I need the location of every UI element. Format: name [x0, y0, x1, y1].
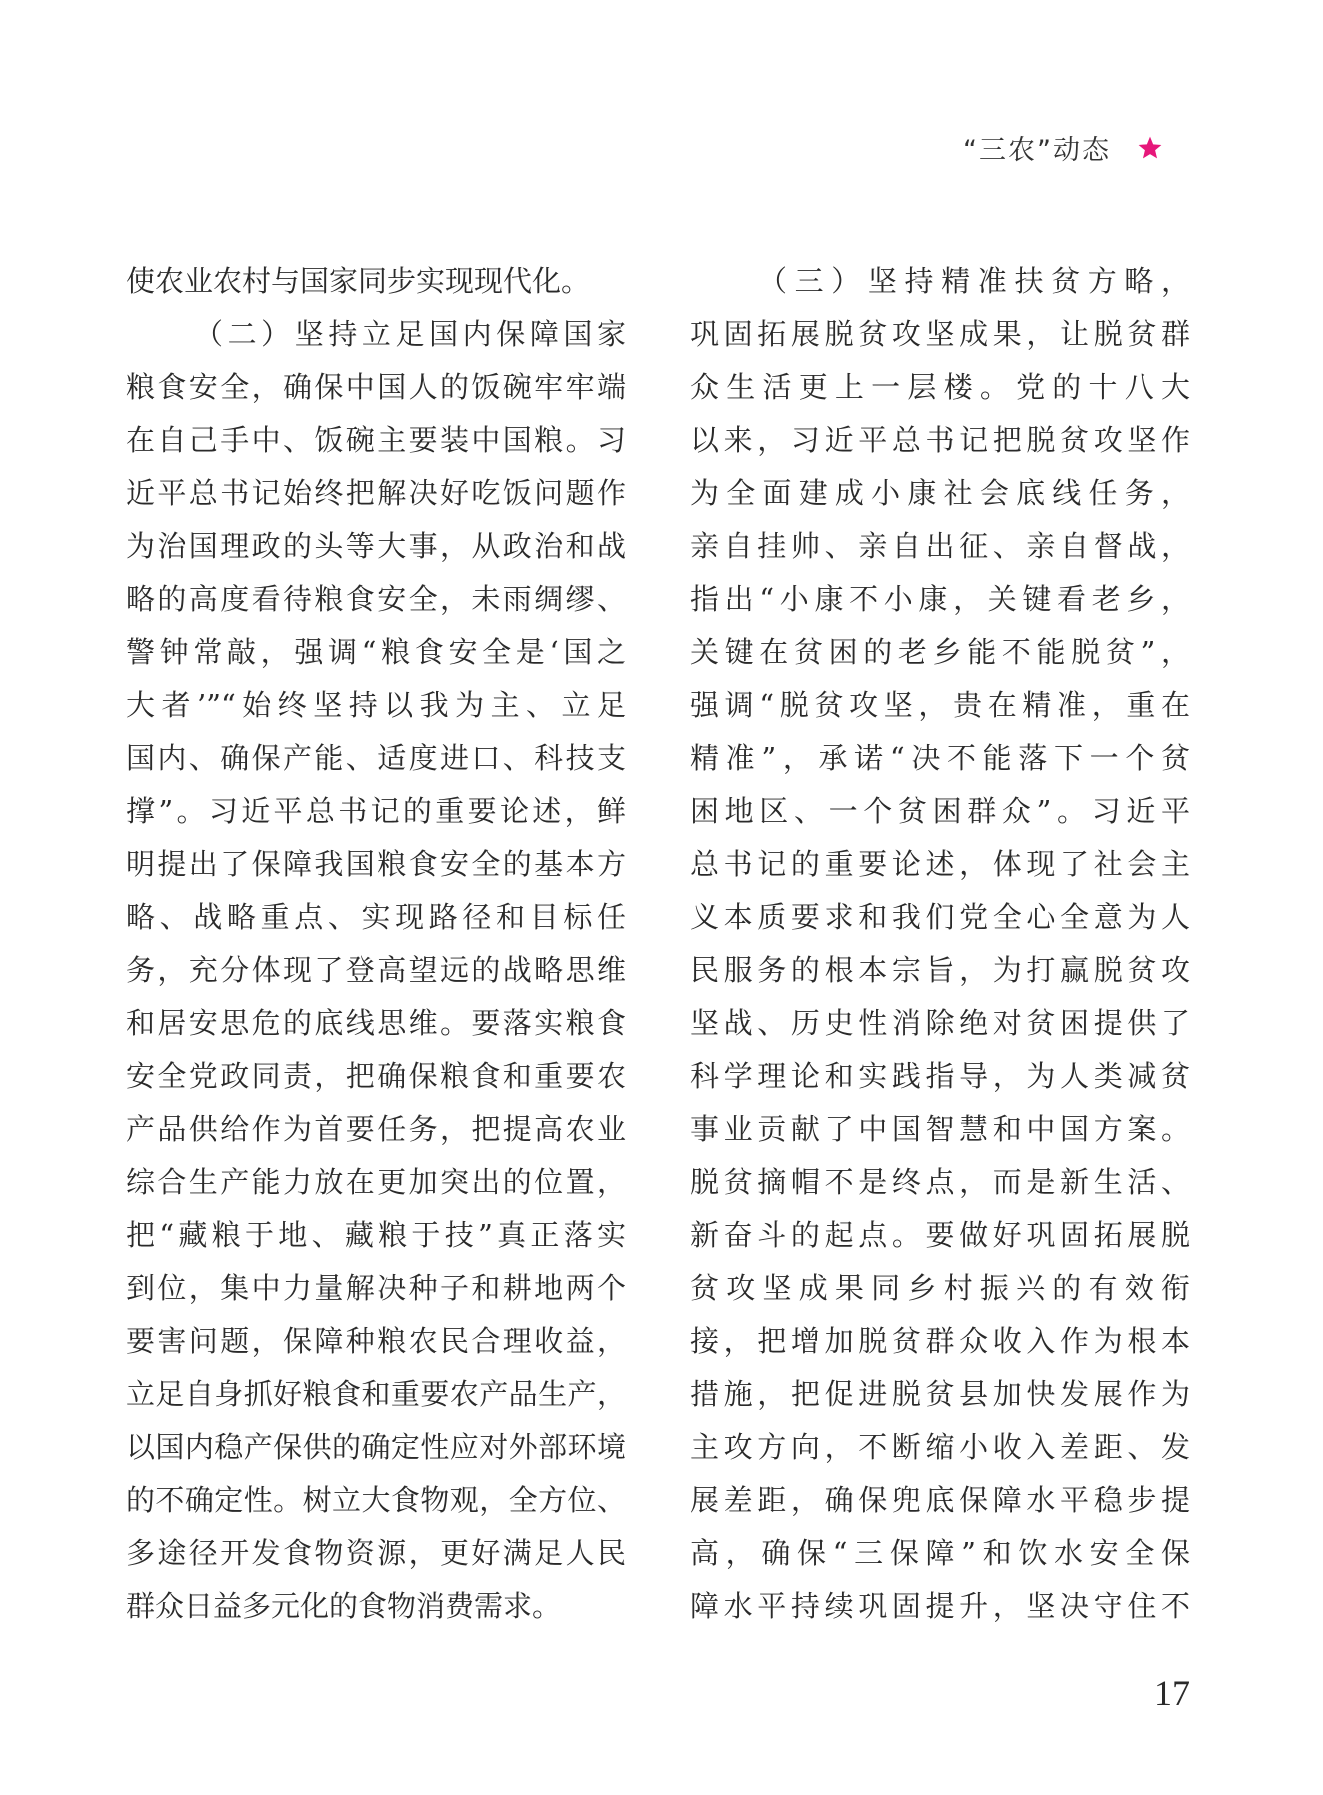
- section-heading-line: （三）坚持精准扶贫方略，: [758, 264, 1190, 298]
- body-text-line: 的不确定性。树立大食物观，全方位、: [126, 1483, 626, 1517]
- body-text-line: 措施，把促进脱贫县加快发展作为: [690, 1377, 1190, 1411]
- right-column: [690, 255, 1190, 1633]
- left-column: [126, 255, 626, 1633]
- body-text-line: 和居安思危的底线思维。要落实粮食: [126, 1006, 626, 1040]
- body-text-line: 亲自挂帅、亲自出征、亲自督战，: [690, 529, 1190, 563]
- body-text-line: 接，把增加脱贫群众收入作为根本: [690, 1324, 1190, 1358]
- body-text-line: 明提出了保障我国粮食安全的基本方: [126, 847, 626, 881]
- body-text-line: 指出“小康不小康，关键看老乡，: [690, 582, 1190, 616]
- body-text-line: 以国内稳产保供的确定性应对外部环境: [126, 1430, 626, 1464]
- body-text-line: 义本质要求和我们党全心全意为人: [690, 900, 1190, 934]
- body-text-line: 为治国理政的头等大事，从政治和战: [126, 529, 626, 563]
- body-text-line: 困地区、一个贫困群众”。习近平: [690, 794, 1190, 828]
- body-text-line: 到位，集中力量解决种子和耕地两个: [126, 1271, 626, 1305]
- body-text-line: 关键在贫困的老乡能不能脱贫”，: [690, 635, 1190, 669]
- body-text-line: 总书记的重要论述，体现了社会主: [690, 847, 1190, 881]
- body-text-line: 众生活更上一层楼。党的十八大: [690, 370, 1190, 404]
- body-text-line: 务，充分体现了登高望远的战略思维: [126, 953, 626, 987]
- star-icon: [1137, 135, 1163, 161]
- body-text-line: 群众日益多元化的食物消费需求。: [126, 1589, 562, 1623]
- body-text-line: 主攻方向，不断缩小收入差距、发: [690, 1430, 1190, 1464]
- body-text-line: 民服务的根本宗旨，为打赢脱贫攻: [690, 953, 1190, 987]
- body-text-line: 把“藏粮于地、藏粮于技”真正落实: [126, 1218, 626, 1252]
- body-text-line: 贫攻坚成果同乡村振兴的有效衔: [690, 1271, 1190, 1305]
- body-text-line: 立足自身抓好粮食和重要农产品生产，: [126, 1377, 626, 1411]
- body-text-line: 警钟常敲，强调“粮食安全是‘国之: [126, 635, 626, 669]
- body-text-line: 展差距，确保兜底保障水平稳步提: [690, 1483, 1190, 1517]
- body-text-line: 强调“脱贫攻坚，贵在精准，重在: [690, 688, 1190, 722]
- body-text-line: 以来，习近平总书记把脱贫攻坚作: [690, 423, 1190, 457]
- body-text-line: 近平总书记始终把解决好吃饭问题作: [126, 476, 626, 510]
- body-text-line: 大者’”“始终坚持以我为主、立足: [126, 688, 626, 722]
- body-text-line: 粮食安全，确保中国人的饭碗牢牢端: [126, 370, 626, 404]
- body-text-line: 精准”，承诺“决不能落下一个贫: [690, 741, 1190, 775]
- body-text-line: 略、战略重点、实现路径和目标任: [126, 900, 626, 934]
- body-text-line: 脱贫摘帽不是终点，而是新生活、: [690, 1165, 1190, 1199]
- body-text-line: 为全面建成小康社会底线任务，: [690, 476, 1190, 510]
- body-text-line: 在自己手中、饭碗主要装中国粮。习: [126, 423, 626, 457]
- body-text-line: 使农业农村与国家同步实现现代化。: [126, 264, 591, 298]
- body-text-line: 要害问题，保障种粮农民合理收益，: [126, 1324, 626, 1358]
- body-text-line: 高，确保“三保障”和饮水安全保: [690, 1536, 1190, 1570]
- body-text-line: 略的高度看待粮食安全，未雨绸缪、: [126, 582, 626, 616]
- section-heading-line: （二）坚持立足国内保障国家: [194, 317, 626, 351]
- body-text-line: 坚战、历史性消除绝对贫困提供了: [690, 1006, 1190, 1040]
- body-text-line: 国内、确保产能、适度进口、科技支: [126, 741, 626, 775]
- section-name: “三农”动态: [963, 135, 1111, 166]
- page-number: 17: [1154, 1673, 1190, 1713]
- body-text-line: 撑”。习近平总书记的重要论述，鲜: [126, 794, 626, 828]
- body-text-line: 多途径开发食物资源，更好满足人民: [126, 1536, 626, 1570]
- body-text-line: 事业贡献了中国智慧和中国方案。: [690, 1112, 1190, 1146]
- body-text-line: 综合生产能力放在更加突出的位置，: [126, 1165, 626, 1199]
- body-text-line: 产品供给作为首要任务，把提高农业: [126, 1112, 626, 1146]
- body-text-line: 巩固拓展脱贫攻坚成果，让脱贫群: [690, 317, 1190, 351]
- body-text-line: 安全党政同责，把确保粮食和重要农: [126, 1059, 626, 1093]
- running-header: [963, 128, 1163, 167]
- body-text-line: 科学理论和实践指导，为人类减贫: [690, 1059, 1190, 1093]
- body-text-line: 新奋斗的起点。要做好巩固拓展脱: [690, 1218, 1190, 1252]
- body-text-line: 障水平持续巩固提升，坚决守住不: [690, 1589, 1190, 1623]
